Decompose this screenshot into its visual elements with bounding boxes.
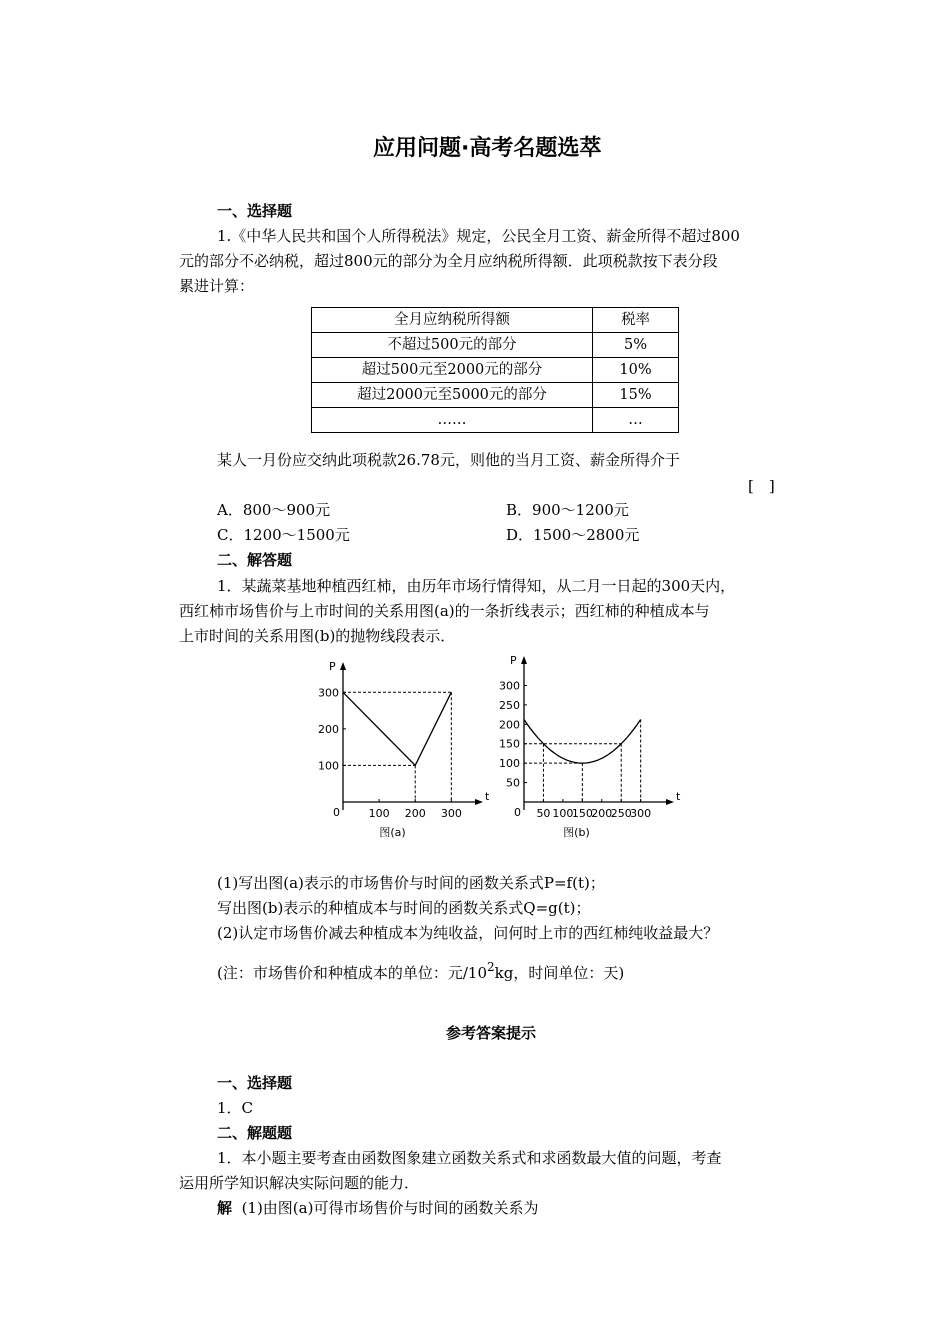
x-tick-label: 300 — [630, 807, 652, 820]
chart-caption: 图(b) — [563, 826, 590, 839]
q2-text-line2: 西红柿市场售价与上市时间的关系用图(a)的一条折线表示；西红柿的种植成本与 — [179, 602, 710, 620]
y-tick-label: 300 — [499, 679, 520, 693]
table-row — [312, 408, 679, 433]
x-tick-label: 200 — [404, 807, 426, 820]
tax-rate-table — [311, 307, 679, 433]
q2-text-line1: 1．某蔬菜基地种植西红柿，由历年市场行情得知，从二月一日起的300天内， — [217, 577, 736, 595]
y-tick-label: 200 — [499, 718, 520, 732]
option-a: A．800～900元 — [217, 501, 331, 519]
q1-text-line3: 累进计算： — [179, 277, 255, 295]
answer-section-choice: 一、选择题 — [217, 1074, 293, 1092]
x-tick-label: 150 — [571, 807, 593, 820]
chart-b — [492, 644, 681, 849]
y-tick-label: 200 — [318, 722, 339, 736]
q2-part1b: 写出图(b)表示的种植成本与时间的函数关系式Q=g(t)； — [217, 899, 591, 917]
y-tick-label: 150 — [499, 737, 520, 751]
x-tick-label: 0 — [514, 806, 521, 819]
cost-parabola — [524, 720, 641, 764]
table-cell: 不超过500元的部分 — [312, 333, 593, 358]
table-cell: …… — [312, 408, 593, 433]
option-d: D．1500～2800元 — [506, 526, 640, 544]
table-row — [312, 383, 679, 408]
x-axis-label: t — [485, 790, 490, 803]
answer-line3 — [217, 1198, 538, 1218]
section-heading-choice: 一、选择题 — [217, 202, 293, 220]
q2-part1a: (1)写出图(a)表示的市场售价与时间的函数关系式P=f(t)； — [217, 874, 605, 892]
x-tick-label: 300 — [440, 807, 462, 820]
table-header-cell: 全月应纳税所得额 — [312, 308, 593, 333]
table-cell: 10% — [593, 358, 679, 383]
q2-note — [217, 960, 625, 983]
q2-text-line3: 上市时间的关系用图(b)的抛物线段表示． — [179, 627, 456, 645]
chart-caption: 图(a) — [379, 826, 406, 839]
x-tick-label: 250 — [610, 807, 632, 820]
page-title: 应用问题·高考名题选萃 — [373, 136, 602, 161]
y-tick-label: 100 — [318, 759, 339, 773]
y-tick-label: 300 — [318, 686, 339, 700]
x-axis-arrow — [475, 799, 483, 805]
table-row — [312, 358, 679, 383]
table-cell: 超过500元至2000元的部分 — [312, 358, 593, 383]
table-cell: … — [593, 408, 679, 433]
y-axis-label: P — [510, 654, 517, 667]
table-row — [312, 333, 679, 358]
x-axis-label: t — [676, 790, 681, 803]
y-axis-arrow — [340, 662, 346, 670]
x-tick-label: 0 — [333, 806, 340, 819]
x-tick-label: 100 — [368, 807, 390, 820]
option-c: C．1200～1500元 — [217, 526, 350, 544]
q1-question: 某人一月份应交纳此项税款26.78元，则他的当月工资、薪金所得介于 — [217, 451, 680, 469]
option-b: B．900～1200元 — [506, 501, 629, 519]
x-axis-arrow — [666, 799, 674, 805]
answer-section-solve: 二、解题题 — [217, 1124, 293, 1142]
y-tick-label: 100 — [499, 757, 520, 771]
table-cell: 超过2000元至5000元的部分 — [312, 383, 593, 408]
y-axis-label: P — [329, 660, 336, 673]
section-heading-solve: 二、解答题 — [217, 551, 293, 569]
answer-line2: 运用所学知识解决实际问题的能力． — [179, 1174, 420, 1192]
q1-text-line1: 1.《中华人民共和国个人所得税法》规定，公民全月工资、薪金所得不超过800 — [217, 227, 740, 245]
answer-line1: 1．本小题主要考查由函数图象建立函数关系式和求函数最大值的问题，考查 — [217, 1149, 722, 1167]
price-polyline — [343, 692, 451, 765]
note-superscript: 2 — [487, 960, 495, 974]
x-tick-label: 200 — [591, 807, 613, 820]
answer-title: 参考答案提示 — [446, 1024, 537, 1042]
note-text: (注：市场售价和种植成本的单位：元/10 — [217, 964, 487, 982]
x-tick-label: 100 — [552, 807, 574, 820]
table-header-row — [312, 308, 679, 333]
y-tick-label: 250 — [499, 698, 520, 712]
q2-part2: (2)认定市场售价减去种植成本为纯收益，问何时上市的西红柿纯收益最大？ — [217, 924, 719, 942]
solution-text: (1)由图(a)可得市场售价与时间的函数关系为 — [241, 1199, 539, 1217]
q1-text-line2: 元的部分不必纳税，超过800元的部分为全月应纳税所得额．此项税款按下表分段 — [179, 252, 718, 270]
y-axis-arrow — [521, 656, 527, 664]
table-header-cell: 税率 — [593, 308, 679, 333]
answer-bracket: [ ] — [748, 477, 775, 495]
answer-q1: 1．C — [217, 1099, 254, 1117]
x-tick-label: 50 — [536, 807, 551, 820]
table-cell: 5% — [593, 333, 679, 358]
table-cell: 15% — [593, 383, 679, 408]
chart-a — [310, 644, 500, 849]
y-tick-label: 50 — [506, 776, 520, 790]
note-text-end: kg，时间单位：天) — [494, 964, 625, 982]
solution-label: 解 — [217, 1199, 233, 1217]
